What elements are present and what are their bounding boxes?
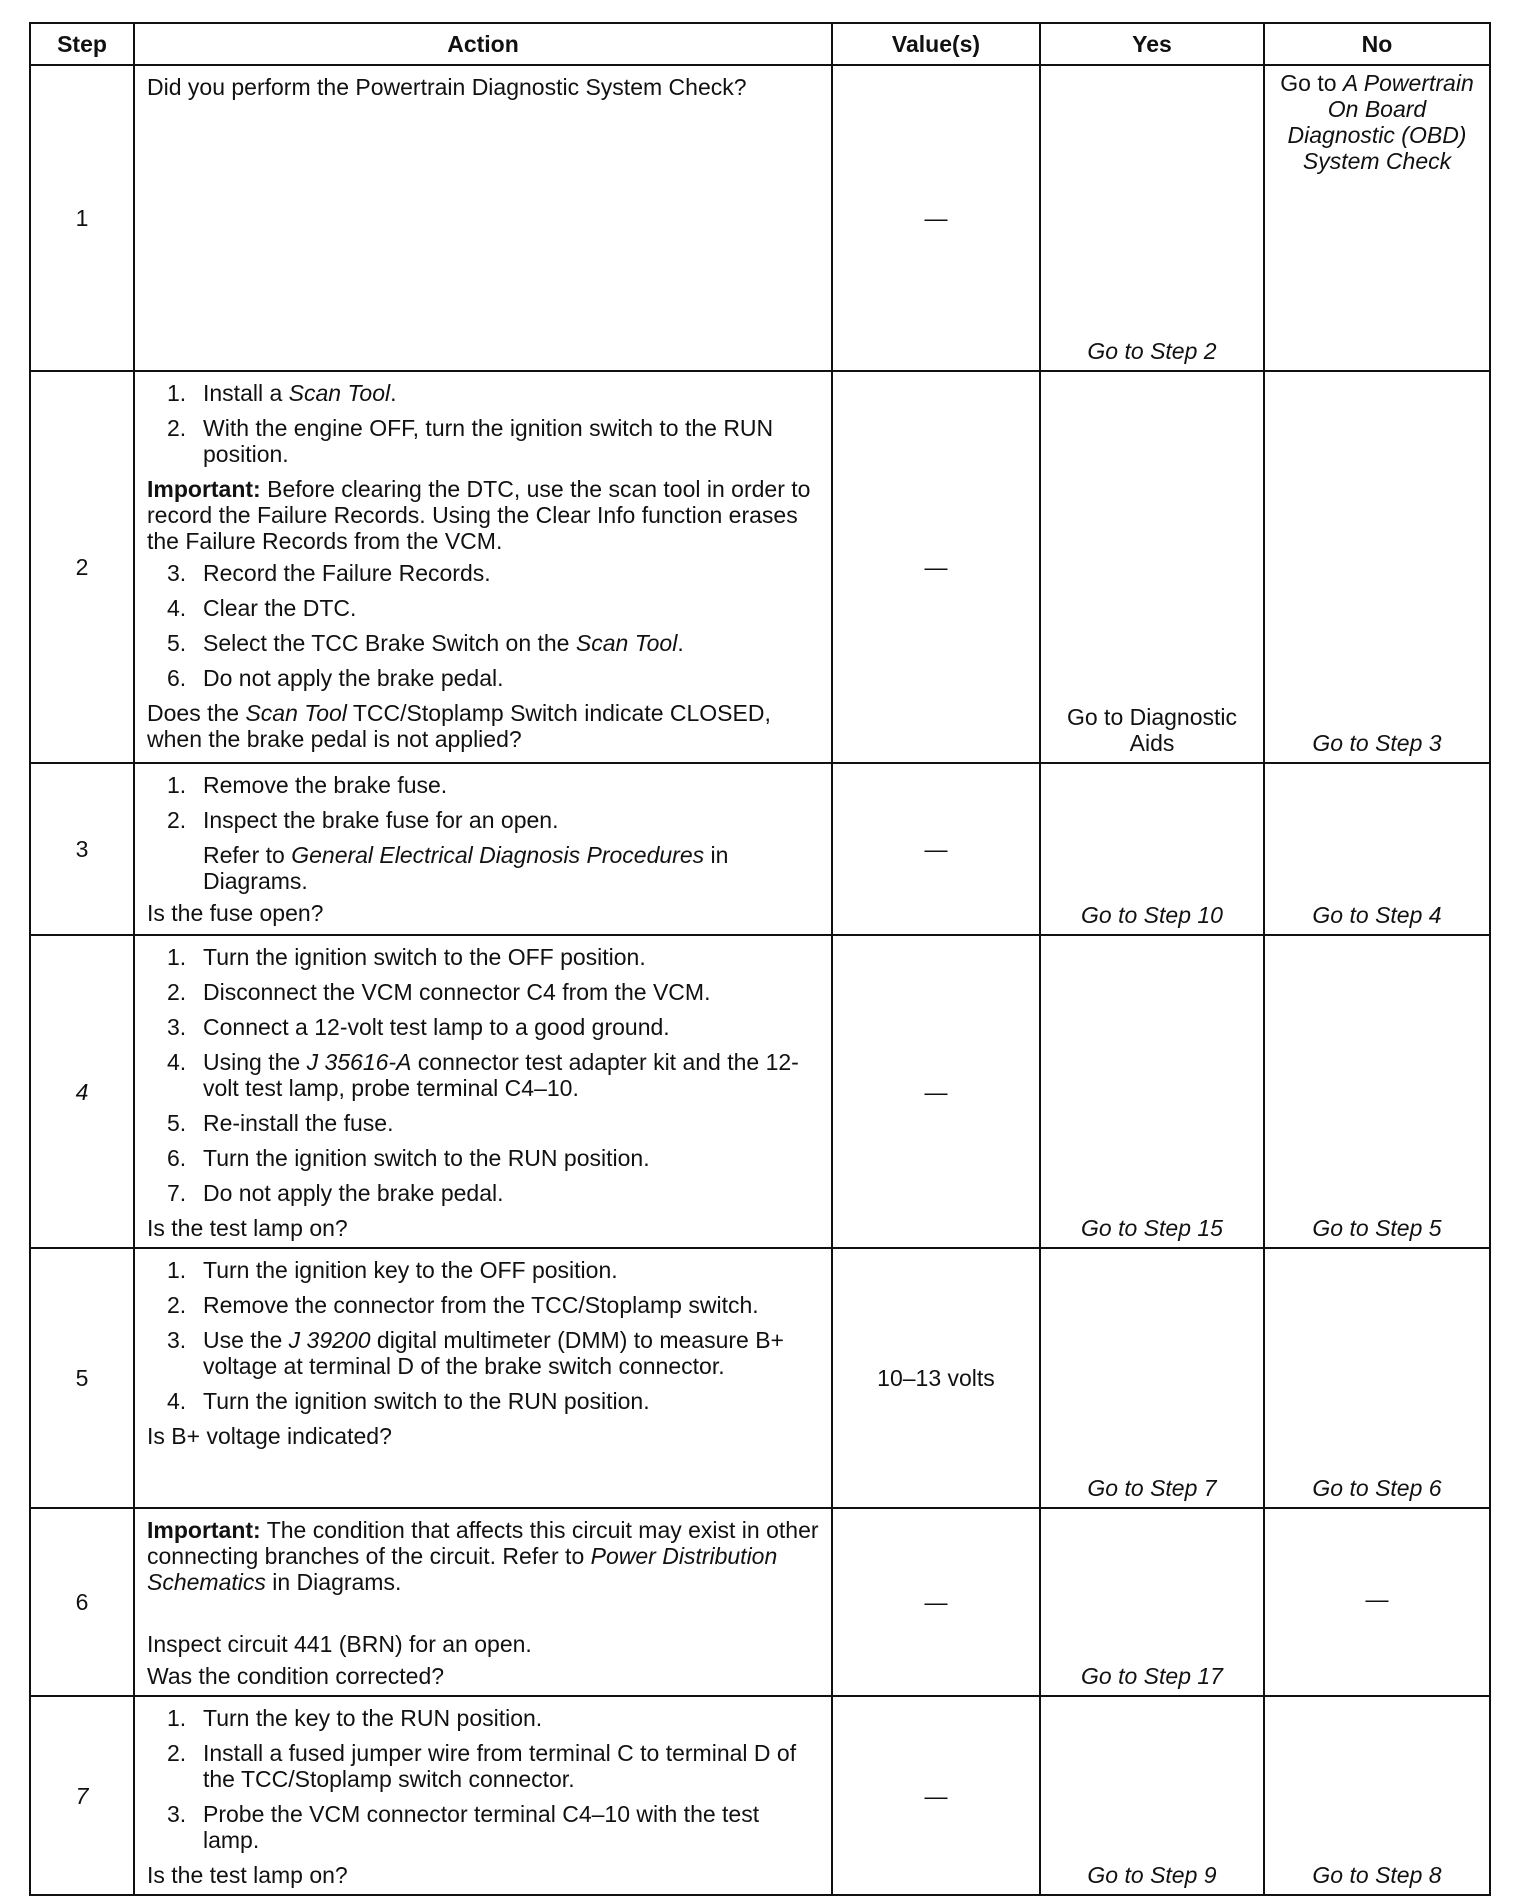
- step-list: [147, 1257, 819, 1414]
- action-cell: [134, 371, 832, 763]
- important-text: The condition that affects this circuit may exist in other connecting branches of the circuit. Refer to: [147, 1517, 819, 1569]
- no-cell: Go to Step 8: [1264, 1696, 1490, 1895]
- yes-cell: Go to Diagnostic Aids: [1040, 371, 1264, 763]
- question-text: Is the test lamp on?: [147, 1215, 348, 1241]
- list-item: [147, 380, 819, 406]
- item-text: Do not apply the brake pedal.: [203, 1180, 504, 1206]
- list-item: [147, 1327, 819, 1379]
- step-number: 2: [30, 371, 134, 763]
- value-cell: 10–13 volts: [832, 1248, 1040, 1508]
- list-item: [147, 595, 819, 621]
- yes-cell: Go to Step 15: [1040, 935, 1264, 1248]
- no-cell: Go to Step 3: [1264, 371, 1490, 763]
- table-row: [30, 763, 1490, 935]
- action-cell: [134, 65, 832, 371]
- important-note: [147, 1517, 819, 1595]
- step-list: [147, 560, 819, 691]
- list-item: [147, 1110, 819, 1136]
- item-text: Install a fused jumper wire from terminal C to terminal D of the TCC/Stoplamp switch connector.: [203, 1740, 797, 1792]
- item-text: connector test adapter kit and the 12-volt test lamp, probe terminal C4–10.: [203, 1049, 799, 1101]
- value-cell: —: [832, 371, 1040, 763]
- item-text: Using the: [203, 1049, 307, 1075]
- item-text: .: [390, 380, 397, 406]
- list-item: [147, 807, 819, 833]
- item-text: Use the: [203, 1327, 289, 1353]
- list-item: [147, 1705, 819, 1731]
- item-text: Probe the VCM connector terminal C4–10 with the test lamp.: [203, 1801, 760, 1853]
- question-text: Was the condition corrected?: [147, 1663, 445, 1689]
- ref-text: Refer to: [203, 842, 292, 868]
- item-text: Turn the ignition key to the OFF position.: [203, 1257, 618, 1283]
- instruction-text: Inspect circuit 441 (BRN) for an open.: [147, 1631, 532, 1657]
- important-note: [147, 476, 819, 554]
- header-yes: Yes: [1040, 23, 1264, 65]
- table-row: [30, 935, 1490, 1248]
- value-cell: —: [832, 763, 1040, 935]
- yes-cell: Go to Step 2: [1040, 65, 1264, 371]
- yes-cell: Go to Step 7: [1040, 1248, 1264, 1508]
- item-text: Turn the ignition switch to the OFF position.: [203, 944, 646, 970]
- item-number: 2.: [167, 415, 187, 441]
- step-number: 7: [30, 1696, 134, 1895]
- yes-cell: Go to Step 10: [1040, 763, 1264, 935]
- ref-text: in Diagrams.: [203, 842, 729, 894]
- list-item: [147, 630, 819, 656]
- value-cell: —: [832, 1696, 1040, 1895]
- yes-cell: Go to Step 9: [1040, 1696, 1264, 1895]
- item-number: 2.: [167, 1740, 187, 1766]
- list-item: [147, 1740, 819, 1792]
- item-text: Record the Failure Records.: [203, 560, 491, 586]
- action-cell: [134, 1696, 832, 1895]
- header-step: Step: [30, 23, 134, 65]
- question-text: Is B+ voltage indicated?: [147, 1423, 392, 1449]
- item-number: 3.: [167, 1801, 187, 1827]
- step-number: 4: [30, 935, 134, 1248]
- no-cell: [1264, 65, 1490, 371]
- list-item: [147, 1014, 819, 1040]
- item-number: 6.: [167, 665, 187, 691]
- item-number: 2.: [167, 979, 187, 1005]
- item-text: Connect a 12-volt test lamp to a good ground.: [203, 1014, 670, 1040]
- item-emphasis: J 39200: [288, 1327, 371, 1353]
- action-cell: [134, 935, 832, 1248]
- yes-cell: Go to Step 17: [1040, 1508, 1264, 1696]
- item-number: 1.: [167, 944, 187, 970]
- question-part: TCC/Stoplamp Switch indicate CLOSED, when the brake pedal is not applied?: [147, 700, 771, 752]
- item-number: 4.: [167, 595, 187, 621]
- item-text: Turn the ignition switch to the RUN position.: [203, 1145, 650, 1171]
- item-number: 2.: [167, 807, 187, 833]
- item-text: Remove the connector from the TCC/Stoplamp switch.: [203, 1292, 759, 1318]
- table-row: [30, 1248, 1490, 1508]
- important-label: Important:: [147, 1517, 261, 1543]
- item-number: 2.: [167, 1292, 187, 1318]
- no-link: A Powertrain On Board Diagnostic (OBD) System Check: [1287, 70, 1474, 174]
- step-list: [147, 1705, 819, 1853]
- no-prefix: Go to: [1280, 70, 1343, 96]
- item-number: 7.: [167, 1180, 187, 1206]
- item-emphasis: J 35616-A: [306, 1049, 412, 1075]
- item-number: 3.: [167, 1327, 187, 1353]
- item-number: 1.: [167, 772, 187, 798]
- diagnostic-table: [29, 22, 1491, 1896]
- item-emphasis: Scan Tool: [575, 630, 678, 656]
- item-number: 3.: [167, 560, 187, 586]
- item-number: 5.: [167, 1110, 187, 1136]
- important-text: Before clearing the DTC, use the scan tool in order to record the Failure Records. Using the Clear Info function erases the Failure Records from the VCM.: [147, 476, 811, 554]
- item-text: Remove the brake fuse.: [203, 772, 448, 798]
- item-text: Turn the ignition switch to the RUN position.: [203, 1388, 650, 1414]
- question-text: Is the fuse open?: [147, 900, 324, 926]
- action-cell: [134, 763, 832, 935]
- item-text: Select the TCC Brake Switch on the: [203, 630, 576, 656]
- item-number: 6.: [167, 1145, 187, 1171]
- question-emphasis: Scan Tool: [245, 700, 347, 726]
- list-item: [147, 772, 819, 798]
- step-number: 3: [30, 763, 134, 935]
- important-text: in Diagrams.: [265, 1569, 402, 1595]
- item-text: .: [677, 630, 684, 656]
- header-values: Value(s): [832, 23, 1040, 65]
- item-number: 1.: [167, 1257, 187, 1283]
- step-list: [147, 772, 819, 833]
- list-item: [147, 1388, 819, 1414]
- no-cell: Go to Step 5: [1264, 935, 1490, 1248]
- list-item: [147, 1292, 819, 1318]
- item-text: Turn the key to the RUN position.: [203, 1705, 543, 1731]
- item-text: Clear the DTC.: [203, 595, 357, 621]
- list-item: [147, 944, 819, 970]
- item-text: Install a: [203, 380, 289, 406]
- important-label: Important:: [147, 476, 261, 502]
- action-cell: [134, 1248, 832, 1508]
- no-cell: —: [1264, 1508, 1490, 1696]
- value-cell: —: [832, 65, 1040, 371]
- item-text: digital multimeter (DMM) to measure B+ voltage at terminal D of the brake switch connector.: [203, 1327, 784, 1379]
- item-number: 4.: [167, 1388, 187, 1414]
- list-item: [147, 560, 819, 586]
- important-emphasis: Power Distribution Schematics: [147, 1543, 778, 1595]
- table-row: [30, 371, 1490, 763]
- table-row: [30, 1696, 1490, 1895]
- ref-emphasis: General Electrical Diagnosis Procedures: [291, 842, 705, 868]
- item-text: Re-install the fuse.: [203, 1110, 394, 1136]
- list-item: [147, 1257, 819, 1283]
- item-emphasis: Scan Tool: [288, 380, 391, 406]
- question-part: Does the: [147, 700, 246, 726]
- question-text: Is the test lamp on?: [147, 1862, 348, 1888]
- item-text: Inspect the brake fuse for an open.: [203, 807, 559, 833]
- list-item: [147, 1180, 819, 1206]
- header-action: Action: [134, 23, 832, 65]
- item-number: 4.: [167, 1049, 187, 1075]
- table-row: [30, 65, 1490, 371]
- item-text: Disconnect the VCM connector C4 from the VCM.: [203, 979, 711, 1005]
- value-cell: —: [832, 935, 1040, 1248]
- action-cell: [134, 1508, 832, 1696]
- table-row: [30, 1508, 1490, 1696]
- list-item: [147, 1801, 819, 1853]
- list-item: [147, 1145, 819, 1171]
- list-item: [147, 979, 819, 1005]
- list-item: [147, 665, 819, 691]
- list-item: [147, 415, 819, 467]
- value-cell: —: [832, 1508, 1040, 1696]
- item-number: 5.: [167, 630, 187, 656]
- step-list: [147, 380, 819, 467]
- header-no: No: [1264, 23, 1490, 65]
- item-text: With the engine OFF, turn the ignition switch to the RUN position.: [203, 415, 774, 467]
- no-cell: Go to Step 6: [1264, 1248, 1490, 1508]
- header-row: [30, 23, 1490, 65]
- question-text: Did you perform the Powertrain Diagnostic System Check?: [147, 74, 747, 100]
- step-number: 5: [30, 1248, 134, 1508]
- step-number: 1: [30, 65, 134, 371]
- item-number: 3.: [167, 1014, 187, 1040]
- no-cell: Go to Step 4: [1264, 763, 1490, 935]
- step-number: 6: [30, 1508, 134, 1696]
- item-text: Do not apply the brake pedal.: [203, 665, 504, 691]
- item-number: 1.: [167, 1705, 187, 1731]
- question-text: [147, 700, 819, 752]
- step-list: [147, 944, 819, 1206]
- item-number: 1.: [167, 380, 187, 406]
- reference-note: [147, 842, 819, 894]
- list-item: [147, 1049, 819, 1101]
